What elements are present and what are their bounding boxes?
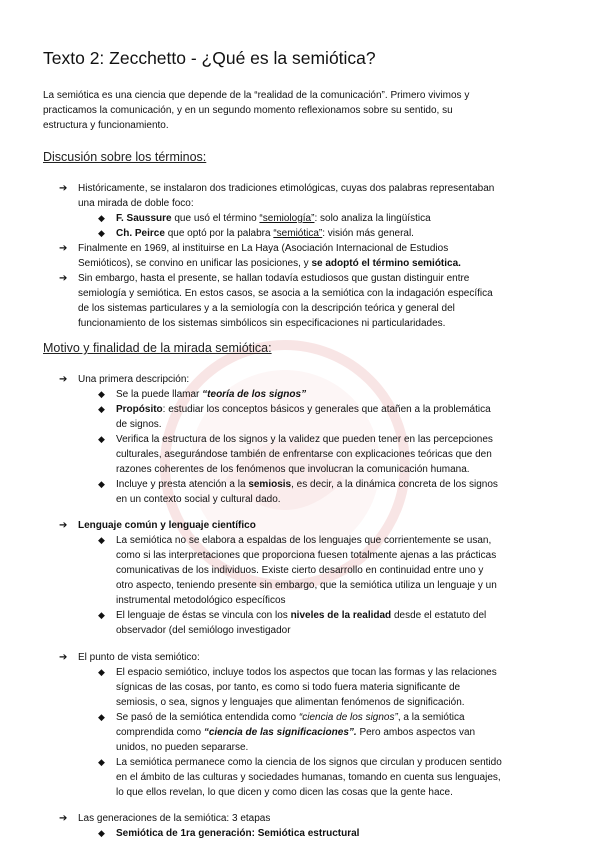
list-item: [43, 650, 583, 665]
diamond-bullet-icon: ◆: [98, 610, 105, 620]
list-item: [43, 241, 583, 271]
text: lo que ellos revelan, lo que dicen y como dicen las cosas que la gente hace.: [116, 787, 453, 798]
text: El espacio semiótico, incluye todos los aspectos que tocan las formas y las relaciones: [116, 667, 497, 678]
text: sígnicas de las cosas, por tanto, es como si todo fuera materia significante de: [116, 682, 461, 693]
diamond-bullet-icon: ◆: [98, 404, 105, 414]
text: en un contexto social y cultural dado.: [116, 494, 281, 505]
bold-italic-text: “teoría de los signos”: [202, 389, 307, 400]
sub-list-item: [43, 665, 583, 710]
text: comprendida como: [116, 727, 204, 738]
section2-list-d: [43, 811, 583, 841]
arrow-icon: ➔: [59, 243, 68, 254]
list-item: [43, 271, 583, 331]
diamond-bullet-icon: ◆: [98, 434, 105, 444]
text: Se pasó de la semiótica entendida como: [116, 712, 299, 723]
list-item-text: Sin embargo, hasta el presente, se hallan todavía estudiosos que gustan distinguir entre: [78, 273, 470, 284]
text: semiosis, o sea, signos y lenguajes que alimentan fenómenos de significación.: [116, 697, 465, 708]
list-item-text: funcionamiento de los sistemas simbólicos sin especificaciones ni particularidades.: [78, 318, 446, 329]
bold-text: semiosis: [248, 479, 292, 490]
text: La semiótica permanece como la ciencia de los signos que circulan y producen sentido: [116, 757, 502, 768]
text: Pero ambos aspectos van: [356, 727, 476, 738]
arrow-icon: ➔: [59, 374, 68, 385]
diamond-bullet-icon: ◆: [98, 479, 105, 489]
sub-list-item: [43, 402, 583, 432]
section-heading-terminos: Discusión sobre los términos:: [43, 150, 207, 164]
section1-list: [43, 181, 583, 331]
term-underlined: “semiótica”: [273, 228, 323, 239]
sub-list-item: [43, 826, 583, 841]
text: Semióticos), se convino en unificar las posiciones, y: [78, 258, 312, 269]
text: instrumental metodológico específicos: [116, 595, 286, 606]
document-title: Texto 2: Zecchetto - ¿Qué es la semiótica?: [43, 48, 376, 68]
bold-text: niveles de la realidad: [290, 610, 392, 621]
text: : estudiar los conceptos básicos y generales que atañen a la problemática: [162, 404, 491, 415]
bold-text: Semiótica de 1ra generación: Semiótica estructural: [116, 828, 360, 839]
text: Se la puede llamar: [116, 389, 203, 400]
list-item: [43, 372, 583, 387]
text: razones coherentes de los fenómenos que involucran la comunicación humana.: [116, 464, 470, 475]
bold-text: Propósito: [116, 404, 163, 415]
diamond-bullet-icon: ◆: [98, 712, 105, 722]
list-item-text: semiología y semiótica. En estos casos, se asocia a la semiótica con la indagación específica: [78, 288, 493, 299]
text: : solo analiza la lingüística: [314, 213, 431, 224]
list-item: [43, 811, 583, 826]
intro-line: La semiótica es una ciencia que depende de la “realidad de la comunicación”. Primero vivimos y: [43, 90, 470, 101]
text: , es decir, a la dinámica concreta de los signos: [291, 479, 498, 490]
italic-text: “ciencia de los signos”: [298, 712, 398, 723]
text: que optó por la palabra: [164, 228, 274, 239]
arrow-icon: ➔: [59, 520, 68, 531]
diamond-bullet-icon: ◆: [98, 228, 105, 238]
section2-list-c: [43, 650, 583, 800]
text: de signos.: [116, 419, 162, 430]
text: en el ámbito de las culturas y sociedades humanas, tomando en cuenta sus lenguajes,: [116, 772, 501, 783]
text: desde el estatuto del: [391, 610, 487, 621]
diamond-bullet-icon: ◆: [98, 828, 105, 838]
text: culturales, asegurándose también de enfrentarse con explicaciones teóricas que den: [116, 449, 492, 460]
diamond-bullet-icon: ◆: [98, 535, 105, 545]
text: unidos, no pueden separarse.: [116, 742, 249, 753]
sub-list-item: [43, 226, 583, 241]
arrow-icon: ➔: [59, 652, 68, 663]
bold-italic-text: “ciencia de las significaciones”.: [203, 727, 357, 738]
sub-list-item: [43, 608, 583, 638]
diamond-bullet-icon: ◆: [98, 667, 105, 677]
text: : visión más general.: [322, 228, 414, 239]
sub-list-item: [43, 533, 583, 608]
bold-text: se adoptó el término semiótica.: [311, 258, 461, 269]
section2-list-a: [43, 372, 583, 507]
sub-list-item: [43, 211, 583, 226]
text: La semiótica no se elabora a espaldas de los lenguajes que corrientemente se usan,: [116, 535, 492, 546]
sub-list-item: [43, 710, 583, 755]
list-item-text: de los sistemas particulares y a la semiología con la descripción teórica y general del: [78, 303, 455, 314]
diamond-bullet-icon: ◆: [98, 389, 105, 399]
sub-list-item: [43, 477, 583, 507]
text: comunicativas de los individuos. Existe cierto desarrollo en continuidad entre uno y: [116, 565, 484, 576]
list-item: [43, 181, 583, 211]
intro-line: practicamos la comunicación, y en un segundo momento reflexionamos sobre su sentido, su: [43, 105, 453, 116]
text: otro aspecto, teniendo presente sin embargo, que la semiótica utiliza un lenguaje y un: [116, 580, 497, 591]
section2-list-b: [43, 518, 583, 638]
list-item-text: Históricamente, se instalaron dos tradiciones etimológicas, cuyas dos palabras representaban: [78, 183, 495, 194]
intro-line: estructura y funcionamiento.: [43, 120, 169, 131]
sub-list-item: [43, 387, 583, 402]
sub-list-item: [43, 432, 583, 477]
author-name: F. Saussure: [116, 213, 172, 224]
diamond-bullet-icon: ◆: [98, 757, 105, 767]
text: que usó el término: [171, 213, 260, 224]
list-item-text: Finalmente en 1969, al instituirse en La Haya (Asociación Internacional de Estudios: [78, 243, 449, 254]
list-item: [43, 518, 583, 533]
text: Incluye y presta atención a la: [116, 479, 249, 490]
list-item-text: Una primera descripción:: [78, 374, 190, 385]
section-heading-motivo: Motivo y finalidad de la mirada semiótica:: [43, 341, 272, 355]
arrow-icon: ➔: [59, 813, 68, 824]
list-item-text: Las generaciones de la semiótica: 3 etapas: [78, 813, 271, 824]
arrow-icon: ➔: [59, 273, 68, 284]
text: como si las interpretaciones que proporciona fuesen totalmente ajenas a las prácticas: [116, 550, 497, 561]
author-name: Ch. Peirce: [116, 228, 165, 239]
list-item-text: El punto de vista semiótico:: [78, 652, 200, 663]
list-item-text: Lenguaje común y lenguaje científico: [78, 520, 256, 531]
text: Verifica la estructura de los signos y la validez que pueden tener en las percepciones: [116, 434, 493, 445]
sub-list-item: [43, 755, 583, 800]
list-item-text: una mirada de doble foco:: [78, 198, 194, 209]
text: observador (del semiólogo investigador: [116, 625, 291, 636]
term-underlined: “semiología”: [259, 213, 315, 224]
text: El lenguaje de éstas se vincula con los: [116, 610, 291, 621]
text: , a la semiótica: [397, 712, 465, 723]
intro-paragraph: [43, 88, 568, 133]
arrow-icon: ➔: [59, 183, 68, 194]
diamond-bullet-icon: ◆: [98, 213, 105, 223]
